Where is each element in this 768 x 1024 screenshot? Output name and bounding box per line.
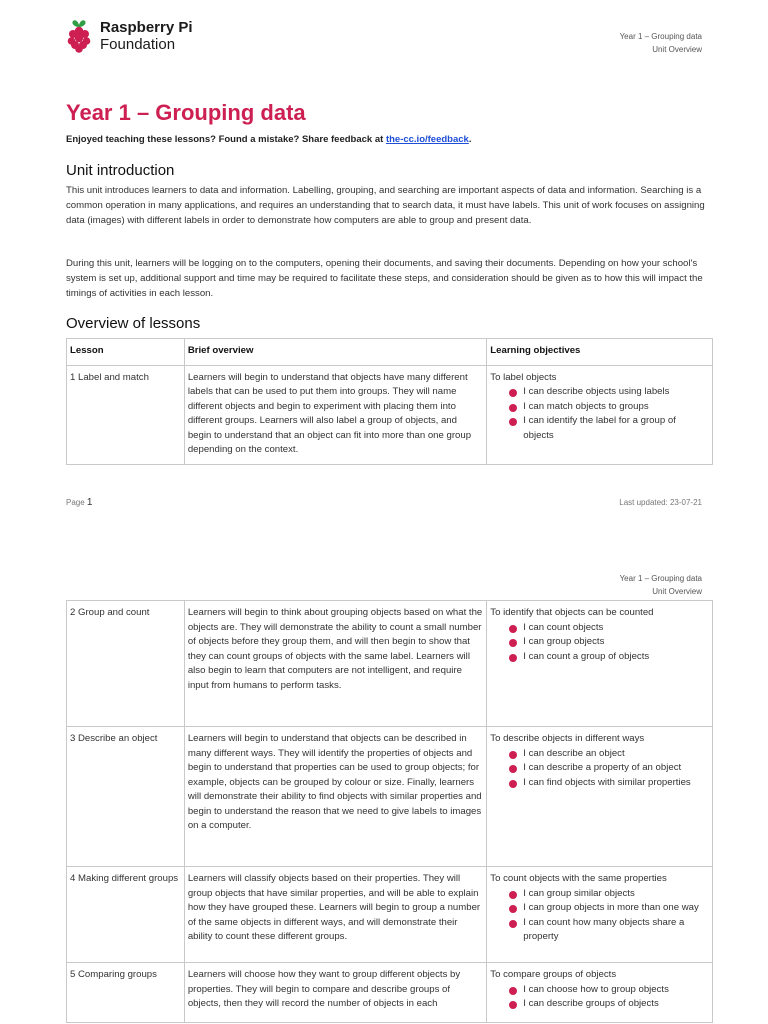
objective-item: I can group objects in more than one way [490, 901, 708, 916]
objective-item: I can count objects [490, 621, 708, 636]
bullet-icon [509, 987, 517, 995]
objectives-cell [487, 867, 713, 963]
table-row [67, 727, 713, 867]
objective-item: I can describe groups of objects [490, 997, 708, 1012]
bullet-icon [509, 780, 517, 788]
bullet-icon [509, 389, 517, 397]
header-unit: Year 1 – Grouping data [619, 32, 702, 41]
document-page-2 [0, 540, 768, 1024]
objective-intro: To compare groups of objects [490, 969, 617, 980]
lesson-cell: 2 Group and count [67, 601, 185, 727]
lessons-table [66, 338, 713, 465]
objective-item: I can match objects to groups [490, 400, 708, 415]
feedback-end: . [468, 134, 472, 145]
intro-paragraph-1: This unit introduces learners to data and information. Labelling, grouping, and searching are important aspects of data and information. Searching is a common operation in many applications, and requires an understanding that to search data, it must have labels. This unit of work focuses on assigning data (images) with different labels in order to demonstrate how computers are able to group and present data. [66, 185, 705, 226]
bullet-icon [509, 639, 517, 647]
header-meta [620, 30, 702, 56]
objective-intro: To describe objects in different ways [490, 733, 645, 744]
feedback-link[interactable]: the-cc.io/feedback [385, 134, 469, 145]
page-number [66, 497, 92, 508]
intro-paragraph-2: During this unit, learners will be logging on to the computers, opening their documents, and saving their documents. Depending on how your school's system is set up, additional support and time may be required to facilitate these steps, and consideration should be given as to how this will impact the timings of activities in each lesson. [66, 258, 703, 299]
overview-cell: Learners will begin to understand that objects have many different labels that can be used to put them into groups. They will name different objects and begin to experiment with placing them into different groups. Learners will also label a group of objects, and begin to understand that an object can fit into more than one group depending on the context. [184, 365, 486, 464]
objective-intro: To count objects with the same properties [490, 873, 667, 884]
objective-item: I can count a group of objects [490, 650, 708, 665]
table-header-row [67, 339, 713, 366]
feedback-text: Enjoyed teaching these lessons? Found a mistake? Share feedback at [66, 134, 386, 145]
overview-cell: Learners will choose how they want to group different objects by properties. They will begin to compare and describe groups of objects, then they will record the number of objects in each [184, 963, 486, 1023]
table-row [67, 867, 713, 963]
objective-item: I can group similar objects [490, 887, 708, 902]
bullet-icon [509, 418, 517, 426]
overview-cell: Learners will begin to understand that objects can be described in many different ways. They will identify the properties of objects and begin to understand that properties can be used to group objects; for example, objects can be grouped by colour or size. Finally, learners will demonstrate their ability to find objects with similar properties and begin to understand the reason that we need to give labels to images on a computer. [184, 727, 486, 867]
bullet-icon [509, 404, 517, 412]
header-doc-type: Unit Overview [652, 587, 702, 596]
column-header-lesson: Lesson [67, 339, 185, 366]
objective-item: I can describe a property of an object [490, 761, 708, 776]
unit-introduction-heading: Unit introduction [66, 162, 175, 179]
bullet-icon [509, 751, 517, 759]
column-header-objectives: Learning objectives [487, 339, 713, 366]
objective-intro: To identify that objects can be counted [490, 607, 654, 618]
page-header [0, 0, 768, 60]
column-header-overview: Brief overview [184, 339, 486, 366]
table-row [67, 365, 713, 464]
page-num: 1 [86, 497, 93, 508]
table-row [67, 963, 713, 1023]
lesson-cell: 5 Comparing groups [67, 963, 185, 1023]
objectives-cell [487, 365, 713, 464]
objective-item: I can describe objects using labels [490, 385, 708, 400]
header-unit: Year 1 – Grouping data [619, 574, 702, 583]
objective-item: I can identify the label for a group of objects [490, 414, 708, 443]
bullet-icon [509, 1001, 517, 1009]
objectives-cell [487, 601, 713, 727]
header-meta-page-2 [620, 572, 702, 598]
objective-item: I can group objects [490, 635, 708, 650]
objective-intro: To label objects [490, 371, 557, 383]
table-row [67, 601, 713, 727]
logo-line-2: Foundation [100, 36, 176, 53]
logo-line-1: Raspberry Pi [100, 19, 193, 36]
objective-item: I can count how many objects share a property [490, 916, 708, 945]
bullet-icon [509, 654, 517, 662]
bullet-icon [509, 625, 517, 633]
lesson-cell: 1 Label and match [67, 365, 185, 464]
raspberry-icon [64, 18, 94, 54]
header-doc-type: Unit Overview [652, 45, 702, 54]
page-label: Page [66, 498, 87, 507]
objective-item: I can describe an object [490, 747, 708, 762]
objectives-cell [487, 963, 713, 1023]
lesson-cell: 3 Describe an object [67, 727, 185, 867]
lessons-table-continued [66, 600, 713, 1023]
objective-item: I can find objects with similar properties [490, 776, 708, 791]
page-title: Year 1 – Grouping data [66, 100, 306, 125]
objective-item: I can choose how to group objects [490, 983, 708, 998]
lesson-cell: 4 Making different groups [67, 867, 185, 963]
overview-heading: Overview of lessons [66, 315, 201, 332]
last-updated: Last updated: 23-07-21 [619, 498, 702, 507]
bullet-icon [509, 905, 517, 913]
overview-cell: Learners will classify objects based on their properties. They will group objects that have similar properties, and will be able to explain how they have grouped these. Learners will begin to group a number of the same objects in different ways, and will demonstrate their ability to count these different groups. [184, 867, 486, 963]
bullet-icon [509, 891, 517, 899]
raspberry-pi-logo [64, 18, 193, 54]
overview-cell: Learners will begin to think about grouping objects based on what the objects are. They will demonstrate the ability to count a small number of objects before they group them, and will then begin to show that they can count groups of objects with the same label. Learners will also begin to learn that computers are not intelligent, and require input from humans to perform tasks. [184, 601, 486, 727]
feedback-line [66, 134, 471, 145]
objectives-cell [487, 727, 713, 867]
bullet-icon [509, 765, 517, 773]
bullet-icon [509, 920, 517, 928]
